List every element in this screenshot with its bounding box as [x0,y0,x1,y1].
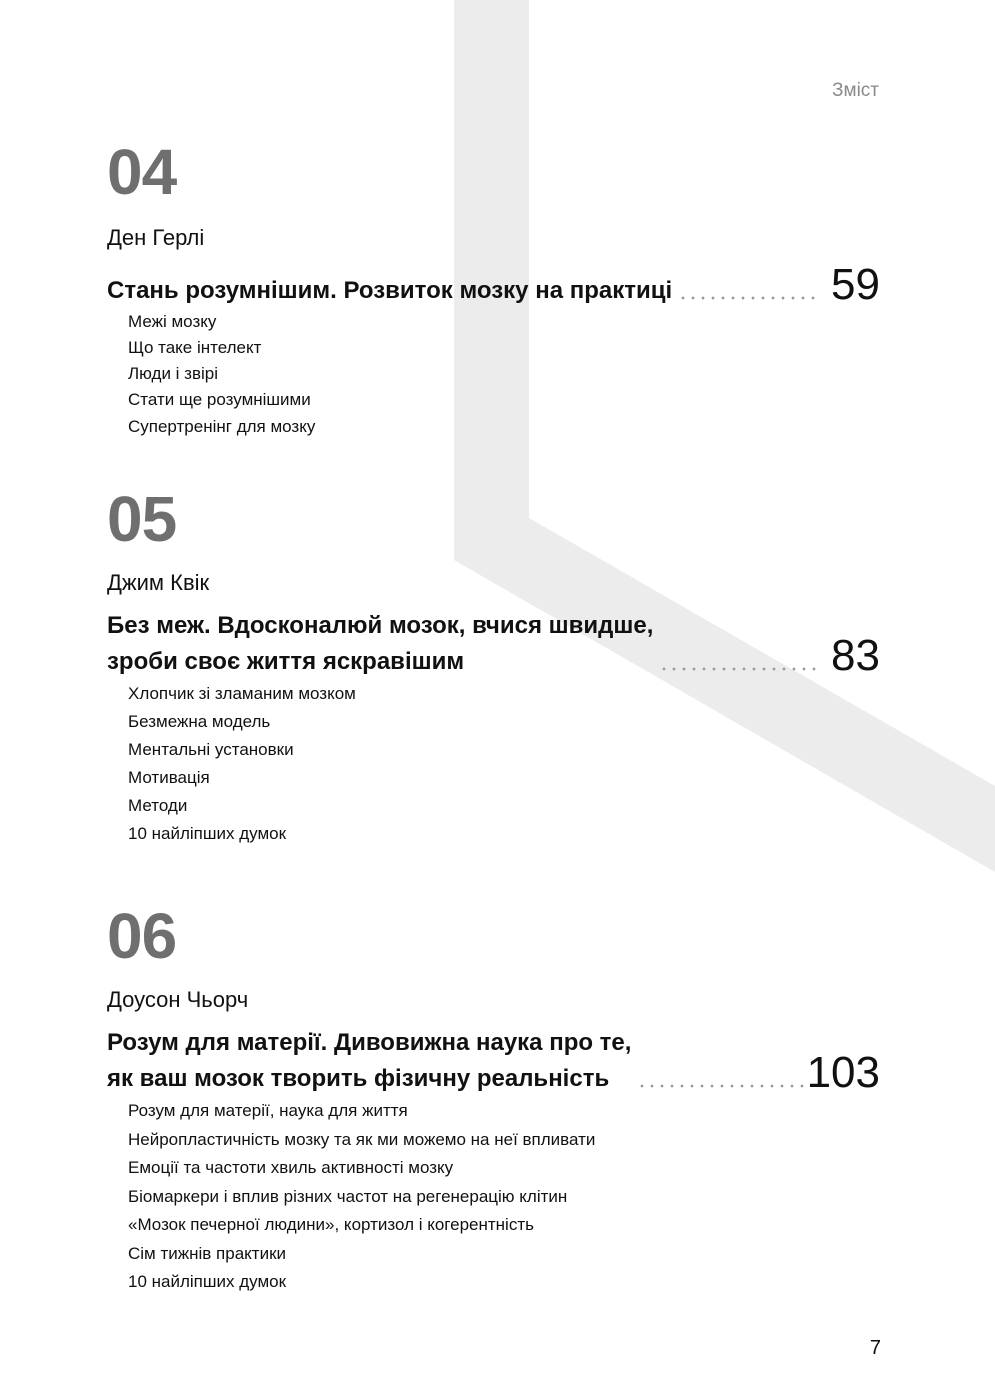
subsection-item: Стати ще розумнішими [128,390,311,409]
subsection-item: 10 найліпших думок [128,824,287,843]
subsection-item: Нейропластичність мозку та як ми можемо на неї впливати [128,1129,596,1149]
section-number: 05 [107,483,177,555]
toc-section-04 [107,136,880,441]
page-folio: 7 [869,1337,881,1359]
subsection-item: Люди і звірі [128,364,219,383]
section-author: Доусон Чьорч [107,987,249,1012]
toc-entry[interactable] [107,260,880,309]
chapter-title-text: Стань розумнішим. Розвиток мозку на практиці [107,277,673,304]
subsection-item: Що таке інтелект [128,338,262,357]
chapter-title-line-2: як ваш мозок творить фізичну реальність [107,1065,610,1092]
subsection-item: Розум для матерії, наука для життя [128,1101,408,1120]
subsection-item: Ментальні установки [128,740,294,759]
toc-entry[interactable] [107,1025,880,1097]
subsection-item: Мотивація [128,768,210,787]
subsection-list [107,309,880,441]
chapter-title [107,273,672,309]
section-number: 06 [107,900,177,972]
dot-leader [659,644,821,672]
subsection-item: Біомаркери і вплив різних частот на регенерацію клітин [128,1186,568,1206]
chapter-title [107,608,653,680]
page-number: 103 [806,1048,880,1097]
chapter-title-line-2: зроби своє життя яскравішим [107,648,465,675]
dot-leader [637,1061,804,1089]
section-number: 04 [107,136,177,208]
subsection-item: Емоції та частоти хвиль активності мозку [128,1158,454,1177]
page-number: 83 [831,631,880,680]
subsection-item: Сім тижнів практики [128,1243,286,1263]
subsection-item: «Мозок печерної людини», кортизол і когерентність [128,1215,534,1234]
toc-entry[interactable] [107,608,880,680]
subsection-list [107,1097,880,1297]
section-author: Ден Герлі [107,225,205,250]
subsection-item: Хлопчик зі зламаним мозком [128,684,356,703]
chapter-title [107,1025,631,1097]
subsection-item: Безмежна модель [128,712,271,731]
running-head: Зміст [832,80,879,101]
page-number: 59 [831,260,880,309]
toc-section-05 [107,483,880,848]
section-author: Джим Квік [107,570,210,595]
chapter-title-line-1: Без меж. Вдосконалюй мозок, вчися швидше, [107,612,654,639]
subsection-list [107,680,880,848]
dot-leader [678,273,821,301]
toc-section-06 [107,900,880,1297]
subsection-item: 10 найліпших думок [128,1272,287,1291]
subsection-item: Межі мозку [128,312,217,331]
subsection-item: Супертренінг для мозку [128,417,316,436]
subsection-item: Методи [128,796,188,815]
chapter-title-line-1: Розум для матерії. Дивовижна наука про те, [107,1029,632,1056]
